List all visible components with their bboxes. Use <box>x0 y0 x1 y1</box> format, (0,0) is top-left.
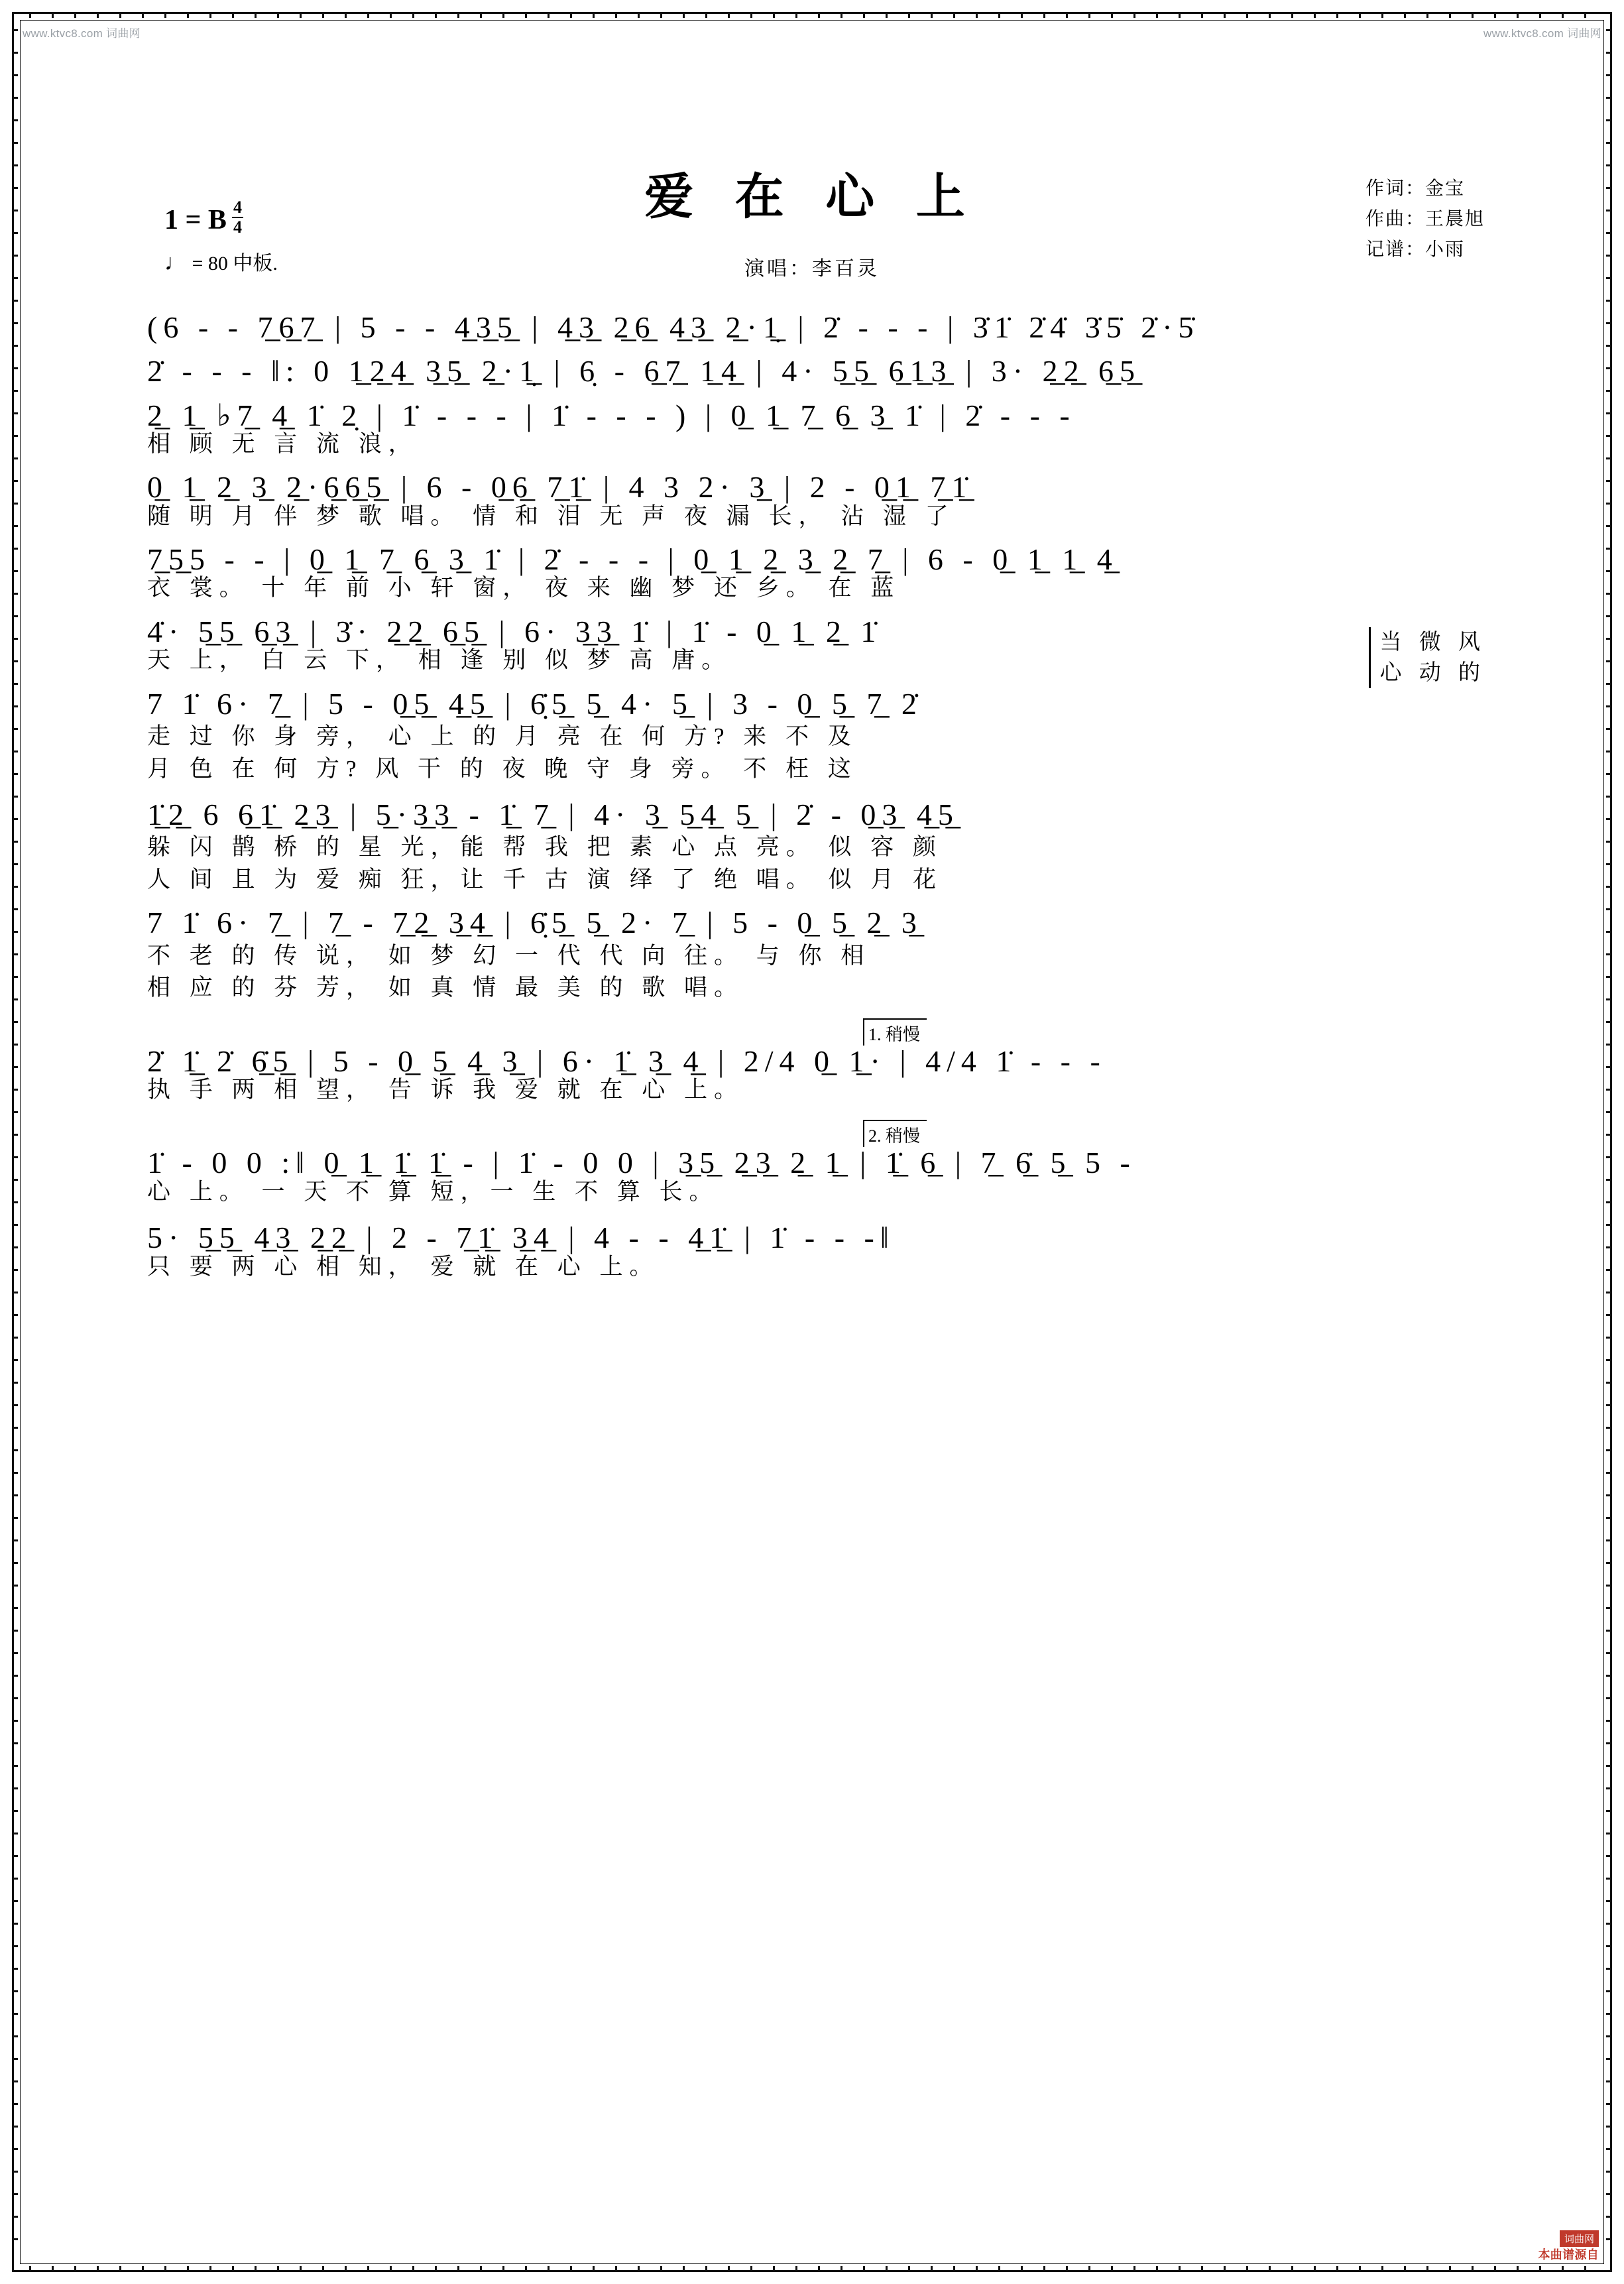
notation-row: 7̲5̲5 - - | 0̲ 1̲ 7̲ 6̲ 3̲ 1̇ | 2̇ - - - | 0̲ 1̲ 2̲ 3̲ 2̲ 7̲ | 6 - 0̲ 1̲ 1̲ 4̲ <box>147 542 1118 577</box>
notation-row: 7 1̇ 6· 7̲ | 7̲ - 7̲2̲ 3̲4̲ | 6̣̇5̲ 5̲ 2· 7̲ | 5 - 0̲ 5̲ 2̲ 3̲ <box>147 906 923 940</box>
lyric-row: 相 顾 无 言 流 浪， <box>147 430 418 457</box>
lyric-row: 天 上， 白 云 下， 相 逢 别 似 梦 高 唐。 <box>147 647 732 674</box>
time-signature-numerator: 4 <box>233 198 242 217</box>
ending-bracket-label: 1. 稍慢 <box>863 1018 927 1046</box>
verse-bracket-line-1: 当 微 风 <box>1379 630 1486 654</box>
watermark-bottom-right: 本曲谱源自 <box>1538 2248 1599 2261</box>
score-system <box>147 400 1479 457</box>
tempo-marking <box>164 247 278 276</box>
watermark-top-left: www.ktvc8.com 词曲网 <box>23 27 141 40</box>
score-body <box>147 310 1486 1292</box>
score-system <box>147 799 1479 892</box>
notation-row: 0̲ 1̲ 2̲ 3̲ 2̲·6̲6̲5̲ | 6 - 0̲6̲ 7̲1̲̇ | 4 3 2· 3̲ | 2 - 0̲1̲ 7̲1̲̇ <box>147 470 973 505</box>
lyric-row-verse-2: 月 色 在 何 方? 风 干 的 夜 晚 守 身 旁。 不 枉 这 <box>147 755 858 782</box>
key-signature <box>164 199 243 236</box>
watermark-badge: 词曲网 <box>1560 2230 1599 2247</box>
lyric-row: 衣 裳。 十 年 前 小 轩 窗， 夜 来 幽 梦 还 乡。 在 蓝 <box>147 575 901 601</box>
score-system <box>147 544 1479 601</box>
notation-row: 5· 5̲5̲ 4̲3̲ 2̲2̲ | 2 - 7̲1̲̇ 3̲4̲ | 4 - - 4̲1̲̇ | 1̇ - - -‖ <box>147 1221 895 1255</box>
lyric-row-verse-1: 不 老 的 传 说， 如 梦 幻 一 代 代 向 往。 与 你 相 <box>147 942 871 969</box>
credit-lyricist: 作词：金宝 <box>1365 178 1465 199</box>
lyric-row: 心 上。 一 天 不 算 短，一 生 不 算 长。 <box>147 1178 719 1205</box>
ending-bracket-label: 2. 稍慢 <box>863 1120 927 1147</box>
score-system <box>147 907 1479 1000</box>
credit-transcriber: 记谱：小雨 <box>1365 239 1465 260</box>
notation-row: 1̲̇2̲ 6 6̲1̲̇ 2̲3̲ | 5̲·3̲3̲ - 1̲̇ 7̲ | 4· 3̲ 5̲4̲ 5̲ | 2̇ - 0̲3̲ 4̲5̲ <box>147 798 959 832</box>
singer-line: 演唱：李百灵 <box>744 258 880 280</box>
lyric-row-verse-1: 躲 闪 鹊 桥 的 星 光，能 帮 我 把 素 心 点 亮。 似 容 颜 <box>147 834 943 861</box>
notation-row: 2̲ 1̲ ♭7̲ 4̲ 1̇ 2̣ | 1̇ - - - | 1̇ - - - ) | 0̲ 1̲ 7̲ 6̲ 3̲ 1̇ | 2̇ - - - <box>147 398 1076 432</box>
watermark-top-right: www.ktvc8.com 词曲网 <box>1483 27 1601 40</box>
score-system <box>147 1222 1479 1280</box>
verse-bracket <box>1369 627 1487 688</box>
score-system <box>147 1120 1479 1205</box>
score-system <box>147 471 1479 529</box>
lyric-row: 只 要 两 心 相 知， 爱 就 在 心 上。 <box>147 1253 660 1280</box>
lyric-row: 执 手 两 相 望， 告 诉 我 爱 就 在 心 上。 <box>147 1076 744 1103</box>
notation-row: 7 1̇ 6· 7̲ | 5 - 0̲5̲ 4̲5̲ | 6̣̇5̲ 5̲ 4· 5̲ | 3 - 0̲ 5̲ 7̲ 2̇ <box>147 686 923 721</box>
lyric-row-verse-2: 人 间 且 为 爱 痴 狂，让 千 古 演 绎 了 绝 唱。 似 月 花 <box>147 866 943 892</box>
quarter-note-icon: ♩ <box>164 251 187 275</box>
page-title: 爱 在 心 上 <box>644 170 980 225</box>
score-system <box>147 312 1479 343</box>
notation-row: 1̇ - 0 0 :‖ 0̲ 1̲ 1̲̇ 1̲̇ - | 1̇ - 0 0 | 3̲5̲ 2̲3̲ 2̲ 1̲ | 1̲̇ 6̲ | 7̲ 6̲̇ 5̲ 5 - <box>147 1146 1136 1180</box>
credits-block <box>1365 174 1485 265</box>
key-label: 1 = B <box>164 205 227 235</box>
tempo-text: = 80 中板. <box>192 253 278 274</box>
score-system <box>147 616 1479 674</box>
notation-row: 2̇ - - - ‖: 0 1̲2̲4̲ 3̲5̲ 2̲·1̲̣ | 6̣ - 6̲7̲ 1̲4̲ | 4· 5̲5̲ 6̲1̲3̲ | 3· 2̲2̲ 6̲5̲ <box>147 354 1141 389</box>
score-system <box>147 355 1479 387</box>
lyric-row-verse-2: 相 应 的 芬 芳， 如 真 情 最 美 的 歌 唱。 <box>147 975 744 1001</box>
notation-row: (6 - - 7̲6̲7̲ | 5 - - 4̲3̲5̲ | 4̲3̲ 2̲6̲ 4̲3̲ 2̲·1̲̣ | 2̇ - - - | 3̇1̇ 2̇4̇ 3̇5̇ 2̇·5̇ <box>147 310 1200 344</box>
lyric-row: 随 明 月 伴 梦 歌 唱。 情 和 泪 无 声 夜 漏 长， 沾 湿 了 <box>147 503 955 529</box>
verse-bracket-line-2: 心 动 的 <box>1379 660 1486 685</box>
time-signature-denominator: 4 <box>233 217 242 237</box>
notation-row: 2̇ 1̲̇ 2̇ 6̲̇5̲ | 5 - 0̲ 5̲ 4̲ 3̲ | 6· 1̲̇ 3̲ 4̲ | 2/4 0̲ 1̲· | 4/4 1̇ - - - <box>147 1044 1106 1078</box>
credit-composer: 作曲：王晨旭 <box>1365 209 1485 229</box>
time-signature <box>232 199 243 236</box>
score-system <box>147 1018 1479 1103</box>
lyric-row-verse-1: 走 过 你 身 旁， 心 上 的 月 亮 在 何 方? 来 不 及 <box>147 723 858 750</box>
notation-row: 4̇· 5̲5̲ 6̲3̲ | 3̇· 2̲2̲ 6̲5̲ | 6· 3̲3̲ 1̇ | 1̇ - 0̲ 1̲ 2̲ 1̇ <box>147 614 882 648</box>
